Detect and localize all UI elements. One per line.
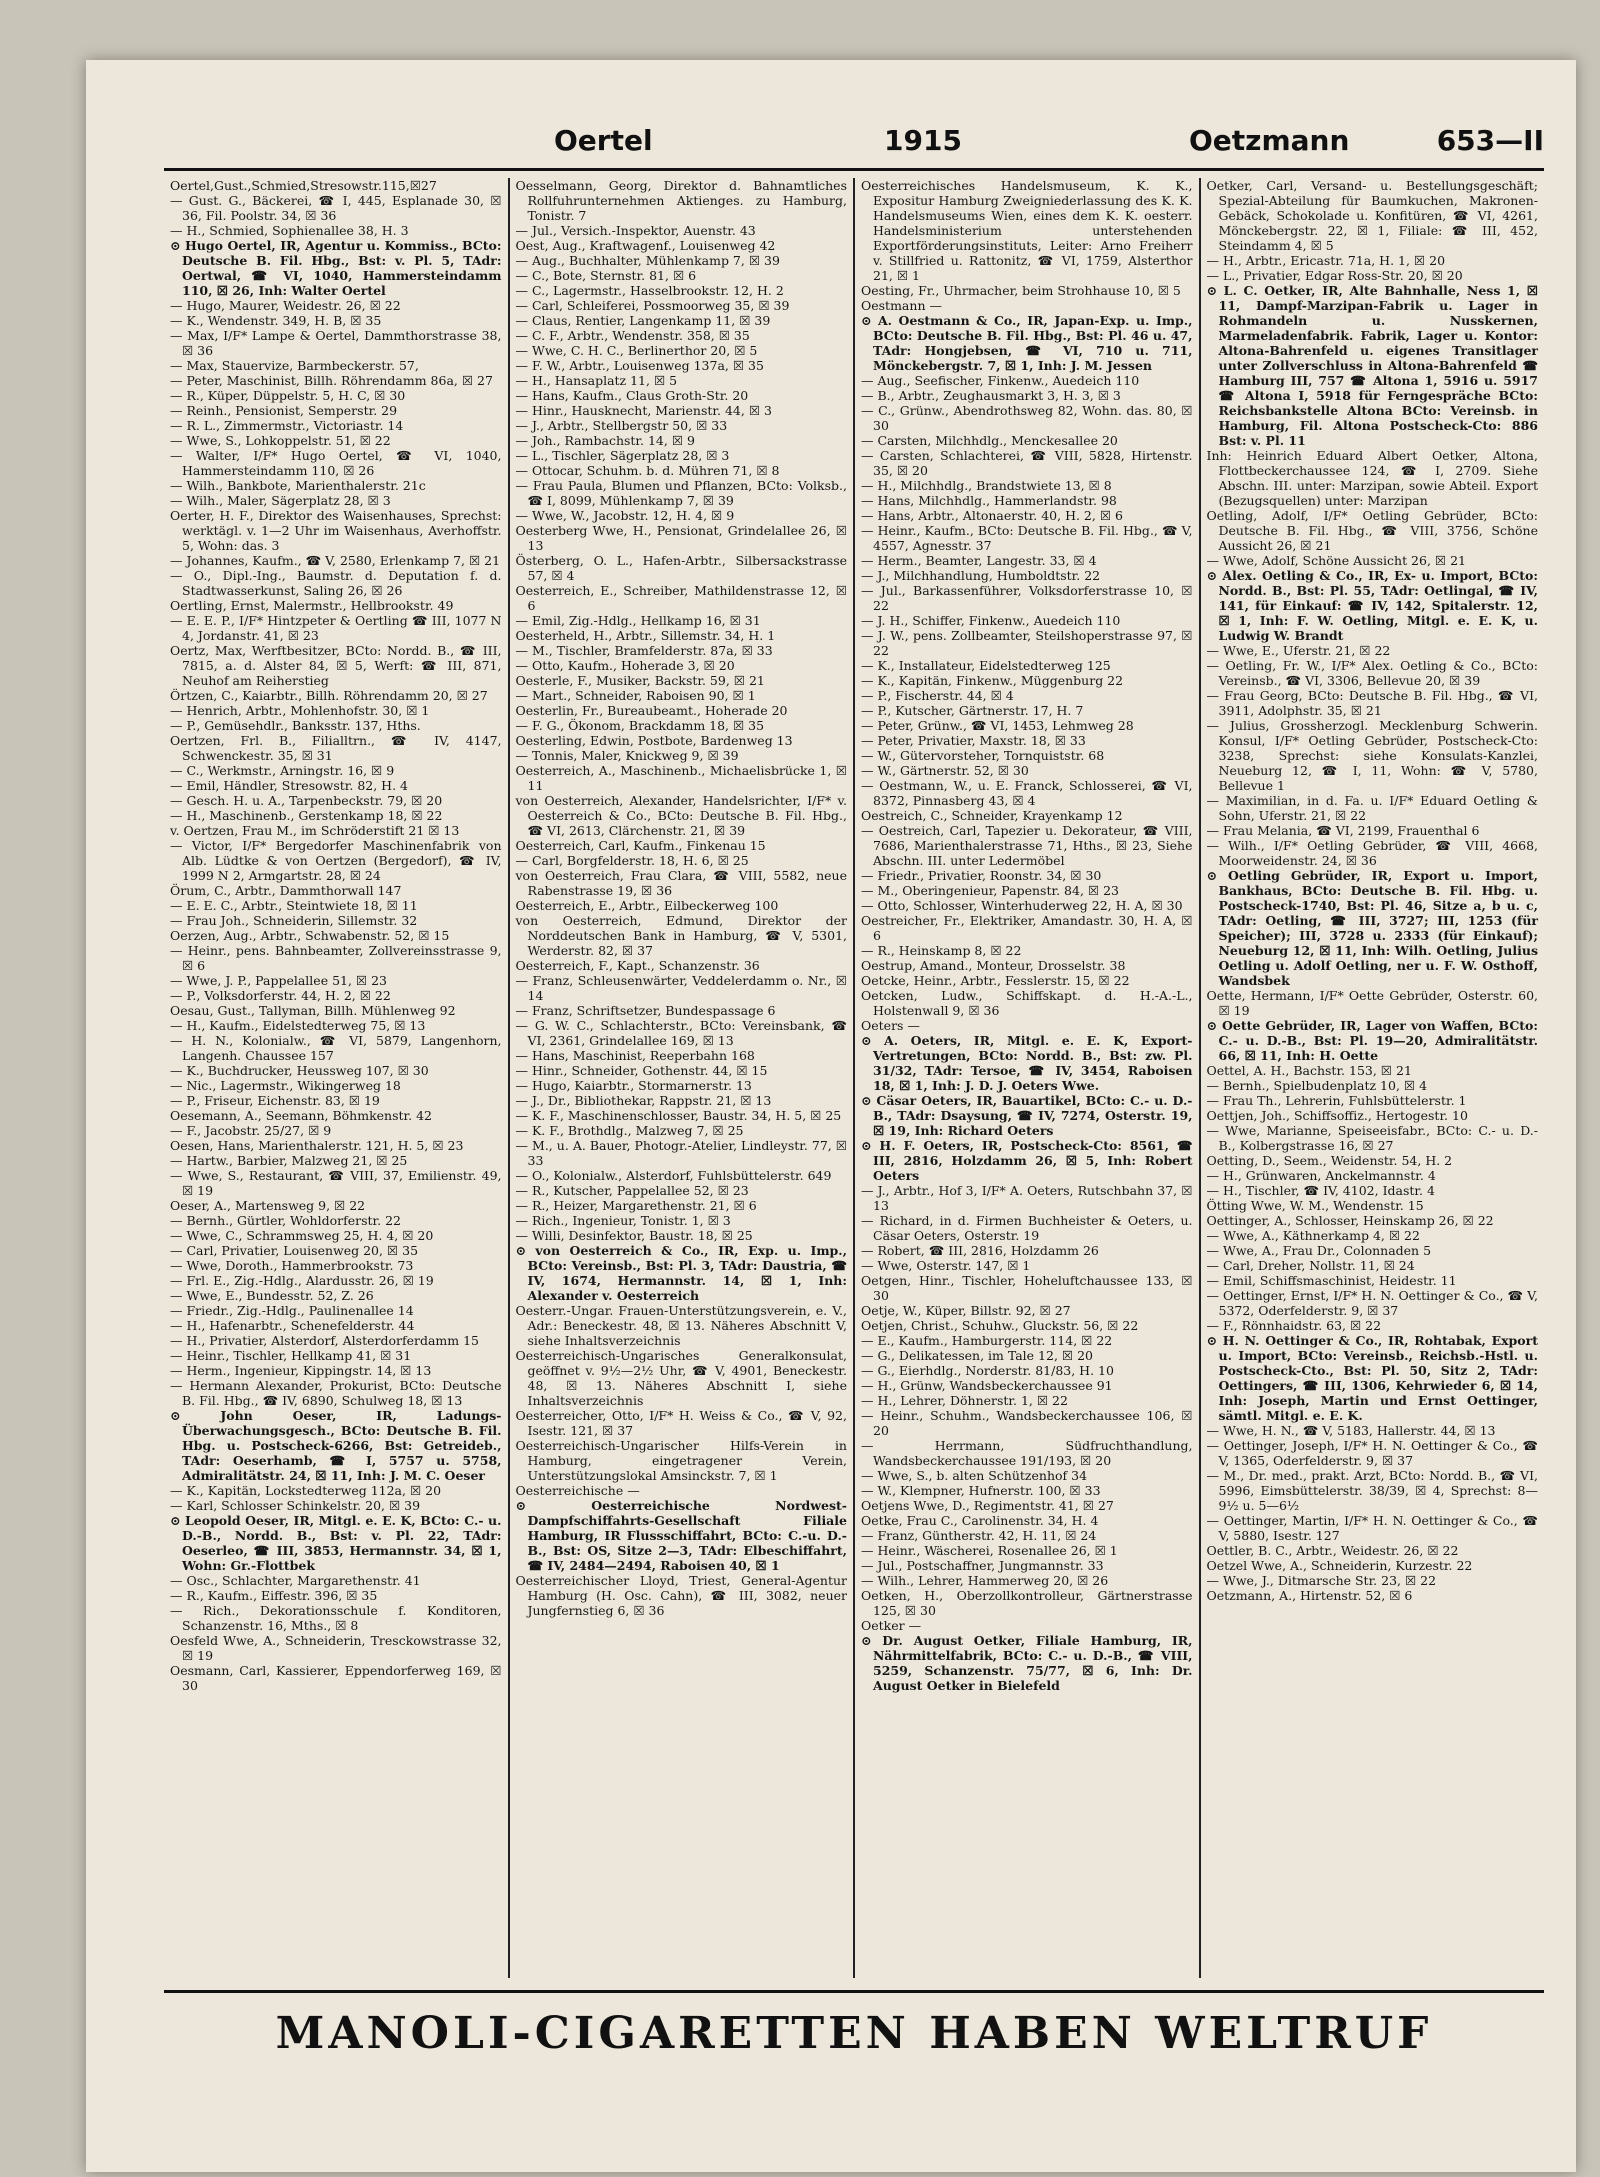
directory-entry: — Wilh., Bankbote, Marienthalerstr. 21c: [170, 478, 426, 493]
directory-entry: — Heinr., Schuhm., Wandsbeckerchaussee 106, ☒ 20: [861, 1408, 1193, 1438]
directory-entry: — Emil, Schiffsmaschinist, Heidestr. 11: [1206, 1273, 1457, 1288]
directory-entry: Oettel, A. H., Bachstr. 153, ☒ 21: [1206, 1063, 1412, 1078]
directory-entry: — E. E. P., I/F* Hintzpeter & Oertling ☎ III, 1077 N 4, Jordanstr. 41, ☒ 23: [170, 613, 502, 643]
column-3: [855, 178, 1201, 1978]
directory-entry: Oesterreichisch-Ungarischer Hilfs-Verein in Hamburg, eingetragener Verein, Unterstützungslokal Amsinckstr. 7, ☒ 1: [515, 1438, 847, 1483]
directory-entry: — Franz, Schleusenwärter, Veddelerdamm o. Nr., ☒ 14: [515, 973, 847, 1003]
directory-entry: — Peter, Privatier, Maxstr. 18, ☒ 33: [861, 733, 1086, 748]
directory-entry: Oestreicher, Fr., Elektriker, Amandastr. 30, H. A, ☒ 6: [861, 913, 1193, 943]
directory-entry: Oesmann, Carl, Kassierer, Eppendorferweg 169, ☒ 30: [170, 1663, 502, 1693]
directory-entry: — G. W. C., Schlachterstr., BCto: Vereinsbank, ☎ VI, 2361, Grindelallee 169, ☒ 13: [515, 1018, 847, 1048]
directory-entry: Oestmann —: [861, 298, 942, 313]
directory-entry: — K. F., Maschinenschlosser, Baustr. 34, H. 5, ☒ 25: [515, 1108, 842, 1123]
directory-entry: — Johannes, Kaufm., ☎ V, 2580, Erlenkamp 7, ☒ 21: [170, 553, 501, 568]
directory-entry: — Carl, Borgfelderstr. 18, H. 6, ☒ 25: [515, 853, 749, 868]
directory-entry: Oetje, W., Küper, Billstr. 92, ☒ 27: [861, 1303, 1071, 1318]
directory-entry: — Wwe, J., Ditmarsche Str. 23, ☒ 22: [1206, 1573, 1437, 1588]
directory-entry: ⊙ Hugo Oertel, IR, Agentur u. Kommiss., BCto: Deutsche B. Fil. Hbg., Bst: v. Pl. 5, TAdr: Oertwal, ☎ VI, 1040, Hammersteindamm 110, ☒ 26, Inh: Walter Oertel: [170, 238, 502, 298]
directory-entry: Oesterreich, Carl, Kaufm., Finkenau 15: [515, 838, 766, 853]
directory-entry: — Henrich, Arbtr., Mohlenhofstr. 30, ☒ 1: [170, 703, 430, 718]
directory-entry: — Oestmann, W., u. E. Franck, Schlosserei, ☎ VI, 8372, Pinnasberg 43, ☒ 4: [861, 778, 1193, 808]
directory-entry: — Maximilian, in d. Fa. u. I/F* Eduard Oetling & Sohn, Uferstr. 21, ☒ 22: [1206, 793, 1538, 823]
directory-entry: — Gust. G., Bäckerei, ☎ I, 445, Esplanade 30, ☒ 36, Fil. Poolstr. 34, ☒ 36: [170, 193, 502, 223]
directory-entry: von Oesterreich, Edmund, Direktor der Norddeutschen Bank in Hamburg, ☎ V, 5301, Werderstr. 82, ☒ 37: [515, 913, 847, 958]
directory-entry: Oesterreichisches Handelsmuseum, K. K., Expositur Hamburg Zweigniederlassung des K. K. Handelsmuseums Wien, eines dem K. K. oesterr. Handelsministerium unterstehenden Exportförderungsinstituts, Leiter: Arno Freiherr v. Stillfried u. Rattonitz, ☎ VI, 1759, Alsterthor 21, ☒ 1: [861, 178, 1193, 283]
directory-entry: — P., Gemüsehdlr., Banksstr. 137, Hths.: [170, 718, 421, 733]
directory-entry: — Frau Th., Lehrerin, Fuhlsbüttelerstr. 1: [1206, 1093, 1467, 1108]
directory-entry: — Oettinger, Joseph, I/F* H. N. Oettinger & Co., ☎ V, 1365, Oderfelderstr. 9, ☒ 37: [1206, 1438, 1538, 1468]
directory-entry: — Hans, Kaufm., Claus Groth-Str. 20: [515, 388, 749, 403]
directory-entry: Oertz, Max, Werftbesitzer, BCto: Nordd. B., ☎ III, 7815, a. d. Alster 84, ☒ 5, Werft: ☎ III, 871, Neuhof am Reiherstieg: [170, 643, 502, 688]
directory-entry: — Wwe, S., b. alten Schützenhof 34: [861, 1468, 1088, 1483]
directory-entry: Oetzel Wwe, A., Schneiderin, Kurzestr. 22: [1206, 1558, 1473, 1573]
directory-entry: — C., Bote, Sternstr. 81, ☒ 6: [515, 268, 697, 283]
column-4: [1201, 178, 1545, 1978]
directory-entry: Oesterreich, E., Schreiber, Mathildenstrasse 12, ☒ 6: [515, 583, 847, 613]
directory-entry: — Oettinger, Ernst, I/F* H. N. Oettinger & Co., ☎ V, 5372, Oderfelderstr. 9, ☒ 37: [1206, 1288, 1538, 1318]
directory-entry: — Hans, Maschinist, Reeperbahn 168: [515, 1048, 755, 1063]
directory-entry: — Wwe, C. H. C., Berlinerthor 20, ☒ 5: [515, 343, 758, 358]
directory-entry: — H., Schmied, Sophienallee 38, H. 3: [170, 223, 409, 238]
directory-entry: — R., Heizer, Margarethenstr. 21, ☒ 6: [515, 1198, 757, 1213]
directory-entry: Örtzen, C., Kaiarbtr., Billh. Röhrendamm 20, ☒ 27: [170, 688, 488, 703]
directory-entry: Oesting, Fr., Uhrmacher, beim Strohhause 10, ☒ 5: [861, 283, 1181, 298]
directory-entry: Oetcke, Heinr., Arbtr., Fesslerstr. 15, ☒ 22: [861, 973, 1130, 988]
directory-entry: ⊙ Dr. August Oetker, Filiale Hamburg, IR, Nährmittelfabrik, BCto: C.- u. D.-B., ☎ VIII, 5259, Schanzenstr. 75/77, ☒ 6, Inh: Dr. August Oetker in Bielefeld: [861, 1633, 1193, 1693]
directory-entry: — Rich., Dekorationsschule f. Konditoren, Schanzenstr. 16, Mths., ☒ 8: [170, 1603, 502, 1633]
directory-entry: — H. N., Kolonialw., ☎ VI, 5879, Langenhorn, Langenh. Chaussee 157: [170, 1033, 502, 1063]
directory-entry: — Frau Paula, Blumen und Pflanzen, BCto: Volksb., ☎ I, 8099, Mühlenkamp 7, ☒ 39: [515, 478, 847, 508]
directory-entry: — C., Grünw., Abendrothsweg 82, Wohn. das. 80, ☒ 30: [861, 403, 1193, 433]
directory-entry: Oesterling, Edwin, Postbote, Bardenweg 13: [515, 733, 793, 748]
directory-entry: — L., Tischler, Sägerplatz 28, ☒ 3: [515, 448, 730, 463]
directory-entry: Oesfeld Wwe, A., Schneiderin, Tresckowstrasse 32, ☒ 19: [170, 1633, 502, 1663]
directory-entry: — Jul., Versich.-Inspektor, Auenstr. 43: [515, 223, 756, 238]
directory-entry: — K., Kapitän, Lockstedterweg 112a, ☒ 20: [170, 1483, 442, 1498]
directory-entry: Oettler, B. C., Arbtr., Weidestr. 26, ☒ 22: [1206, 1543, 1459, 1558]
directory-entry: ⊙ A. Oestmann & Co., IR, Japan-Exp. u. Imp., BCto: Deutsche B. Fil. Hbg., Bst: Pl. 46 u. 47, TAdr: Hongjebsen, ☎ VI, 710 u. 711, Mönckebergstr. 7, ☒ 1, Inh: J. M. Jessen: [861, 313, 1193, 373]
directory-entry: Ötting Wwe, W. M., Wendenstr. 15: [1206, 1198, 1424, 1213]
directory-entry: — Karl, Schlosser Schinkelstr. 20, ☒ 39: [170, 1498, 421, 1513]
directory-entry: Oestreich, C., Schneider, Krayenkamp 12: [861, 808, 1123, 823]
directory-entry: — H., Hafenarbtr., Schenefelderstr. 44: [170, 1318, 415, 1333]
directory-entry: ⊙ H. N. Oettinger & Co., IR, Rohtabak, Export u. Import, BCto: Vereinsb., Reichsb.-Hstl. u. Postscheck-Cto., Bst: Pl. 50, Sitz 2, TAdr: Oettingers, ☎ III, 1306, Kehrwieder 6, ☒ 14, Inh: Joseph, Martin und Ernst Oettinger, sämtl. Mitgl. e. E. K.: [1206, 1333, 1538, 1423]
directory-entry: Oesen, Hans, Marienthalerstr. 121, H. 5, ☒ 23: [170, 1138, 464, 1153]
directory-entry: — M., Tischler, Bramfelderstr. 87a, ☒ 33: [515, 643, 773, 658]
footer-rule: [164, 1990, 1544, 1993]
directory-entry: — H., Hansaplatz 11, ☒ 5: [515, 373, 678, 388]
directory-entry: — K. F., Brothdlg., Malzweg 7, ☒ 25: [515, 1123, 744, 1138]
directory-entry: Oeser, A., Martensweg 9, ☒ 22: [170, 1198, 366, 1213]
directory-entry: — Wwe, S., Lohkoppelstr. 51, ☒ 22: [170, 433, 391, 448]
directory-entry: — Bernh., Spielbudenplatz 10, ☒ 4: [1206, 1078, 1428, 1093]
directory-entry: — M., u. A. Bauer, Photogr.-Atelier, Lindleystr. 77, ☒ 33: [515, 1138, 847, 1168]
directory-entry: — J., Milchhandlung, Humboldtstr. 22: [861, 568, 1101, 583]
directory-entry: — Oestreich, Carl, Tapezier u. Dekorateur, ☎ VIII, 7686, Marienthalerstrasse 71, Hths., ☒ 23, Siehe Abschn. III. unter Ledermöbel: [861, 823, 1193, 868]
directory-entry: — Hinr., Schneider, Gothenstr. 44, ☒ 15: [515, 1063, 768, 1078]
header-last-name: Oetzmann: [1189, 124, 1350, 157]
directory-entry: — R., Küper, Düppelstr. 5, H. C, ☒ 30: [170, 388, 406, 403]
directory-entry: Oesterreich, F., Kapt., Schanzenstr. 36: [515, 958, 760, 973]
directory-entry: — Frau Joh., Schneiderin, Sillemstr. 32: [170, 913, 418, 928]
directory-entry: — Franz, Güntherstr. 42, H. 11, ☒ 24: [861, 1528, 1097, 1543]
directory-entry: Oette, Hermann, I/F* Oette Gebrüder, Osterstr. 60, ☒ 19: [1206, 988, 1538, 1018]
directory-entry: Oetker —: [861, 1618, 922, 1633]
directory-entry: — H., Maschinenb., Gerstenkamp 18, ☒ 22: [170, 808, 443, 823]
directory-entry: — Carsten, Milchhdlg., Menckesallee 20: [861, 433, 1118, 448]
directory-entry: ⊙ L. C. Oetker, IR, Alte Bahnhalle, Ness 1, ☒ 11, Dampf-Marzipan-Fabrik u. Lager in Rohmandeln u. Nusskernen, Marmeladenfabrik. Fabrik, Lager u. Kontor: Altona-Bahrenfeld u. eigenes Transitlager unter Zollverschluss in Altona-Bahrenfeld ☎ Hamburg III, 757 ☎ Altona 1, 5916 u. 5917 ☎ Altona I, 5918 für Ferngespräche BCto: Reichsbankstelle Altona BCto: Vereinsb. in Hamburg, Fil. Altona Postscheck-Cto: 886 Bst: v. Pl. 11: [1206, 283, 1538, 448]
directory-entry: ⊙ Oetling Gebrüder, IR, Export u. Import, Bankhaus, BCto: Deutsche B. Fil. Hbg. u. Postscheck-1740, Bst: Pl. 46, Sitze a, b u. c, TAdr: Oetling, ☎ III, 3727; III, 1253 (für Speicher); III, 3728 u. 2333 (für Einkauf); Neueburg 12, ☒ 11, Inh: Wilh. Oetling, Julius Oetling u. Adolf Oetling, ner u. F. W. Osthoff, Wandsbek: [1206, 868, 1538, 988]
directory-entry: — Frau Georg, BCto: Deutsche B. Fil. Hbg., ☎ VI, 3911, Adolphstr. 35, ☒ 21: [1206, 688, 1538, 718]
directory-entry: Oesselmann, Georg, Direktor d. Bahnamtliches Rollfuhrunternehmen Aktienges. zu Hamburg, Tonistr. 7: [515, 178, 847, 223]
directory-entry: — Heinr., pens. Bahnbeamter, Zollvereinsstrasse 9, ☒ 6: [170, 943, 502, 973]
directory-entry: — Herm., Ingenieur, Kippingstr. 14, ☒ 13: [170, 1363, 432, 1378]
directory-entry: von Oesterreich, Alexander, Handelsrichter, I/F* v. Oesterreich & Co., BCto: Deutsche B. Fil. Hbg., ☎ VI, 2613, Clärchenstr. 21, ☒ 39: [515, 793, 847, 838]
directory-entry: — Wwe, Marianne, Speiseeisfabr., BCto: C.- u. D.-B., Kolbergstrasse 16, ☒ 27: [1206, 1123, 1538, 1153]
directory-entry: — Herm., Beamter, Langestr. 33, ☒ 4: [861, 553, 1097, 568]
directory-entry: — Friedr., Privatier, Roonstr. 34, ☒ 30: [861, 868, 1102, 883]
header-first-name: Oertel: [554, 124, 653, 157]
directory-entry: — Victor, I/F* Bergedorfer Maschinenfabrik von Alb. Lüdtke & von Oertzen (Bergedorf), ☎ IV, 1999 N 2, Armgartstr. 28, ☒ 24: [170, 838, 502, 883]
directory-entry: — Nic., Lagermstr., Wikingerweg 18: [170, 1078, 401, 1093]
directory-entry: Oesterreichische —: [515, 1483, 640, 1498]
directory-entry: — F., Rönnhaidstr. 63, ☒ 22: [1206, 1318, 1382, 1333]
directory-entry: — Aug., Seefischer, Finkenw., Auedeich 110: [861, 373, 1140, 388]
directory-entry: — H., Grünwaren, Anckelmannstr. 4: [1206, 1168, 1436, 1183]
directory-entry: — Osc., Schlachter, Margarethenstr. 41: [170, 1573, 421, 1588]
directory-entry: — M., Oberingenieur, Papenstr. 84, ☒ 23: [861, 883, 1119, 898]
directory-entry: Oesterheld, H., Arbtr., Sillemstr. 34, H. 1: [515, 628, 776, 643]
directory-entry: Oesemann, A., Seemann, Böhmkenstr. 42: [170, 1108, 432, 1123]
directory-entry: Oestrup, Amand., Monteur, Drosselstr. 38: [861, 958, 1126, 973]
directory-entry: — F. G., Ökonom, Brackdamm 18, ☒ 35: [515, 718, 765, 733]
directory-entry: — Carl, Privatier, Louisenweg 20, ☒ 35: [170, 1243, 419, 1258]
directory-entry: — Peter, Maschinist, Billh. Röhrendamm 86a, ☒ 27: [170, 373, 493, 388]
directory-entry: Österberg, O. L., Hafen-Arbtr., Silbersackstrasse 57, ☒ 4: [515, 553, 847, 583]
directory-entry: Oesterreich, E., Arbtr., Eilbeckerweg 100: [515, 898, 779, 913]
directory-entry: — Wwe, W., Jacobstr. 12, H. 4, ☒ 9: [515, 508, 735, 523]
directory-entry: — C. F., Arbtr., Wendenstr. 358, ☒ 35: [515, 328, 750, 343]
header-year: 1915: [884, 124, 962, 157]
directory-entry: — P., Fischerstr. 44, ☒ 4: [861, 688, 1014, 703]
directory-entry: Oest, Aug., Kraftwagenf., Louisenweg 42: [515, 238, 776, 253]
directory-entry: ⊙ von Oesterreich & Co., IR, Exp. u. Imp., BCto: Vereinsb., Bst: Pl. 3, TAdr: Daustria, ☎ IV, 1674, Hermannstr. 14, ☒ 1, Inh: Alexander v. Oesterreich: [515, 1243, 847, 1303]
directory-entry: — F., Jacobstr. 25/27, ☒ 9: [170, 1123, 332, 1138]
directory-entry: — R., Kutscher, Pappelallee 52, ☒ 23: [515, 1183, 749, 1198]
directory-entry: Inh: Heinrich Eduard Albert Oetker, Altona, Flottbeckerchaussee 124, ☎ I, 2709. Siehe Abschn. III. unter: Marzipan, sowie Abteil. Export (Bezugsquellen) unter: Marzipan: [1206, 448, 1538, 508]
directory-entry: — O., Dipl.-Ing., Baumstr. d. Deputation f. d. Stadtwasserkunst, Saling 26, ☒ 26: [170, 568, 502, 598]
directory-entry: — J. W., pens. Zollbeamter, Steilshoperstrasse 97, ☒ 22: [861, 628, 1193, 658]
directory-entry: Oesterreichisch-Ungarisches Generalkonsulat, geöffnet v. 9½—2½ Uhr, ☎ V, 4901, Beneckestr. 48, ☒ 13. Näheres Abschnitt I, siehe Inhaltsverzeichnis: [515, 1348, 847, 1408]
directory-entry: — J., Arbtr., Stellbergstr 50, ☒ 33: [515, 418, 728, 433]
directory-entry: — O., Kolonialw., Alsterdorf, Fuhlsbüttelerstr. 649: [515, 1168, 832, 1183]
directory-entry: ⊙ A. Oeters, IR, Mitgl. e. E. K, Export-Vertretungen, BCto: Nordd. B., Bst: zw. Pl. 31/32, TAdr: Tersoe, ☎ IV, 3454, Raboisen 18, ☒ 1, Inh: J. D. J. Oeters Wwe.: [861, 1033, 1193, 1093]
directory-entry: — Aug., Buchhalter, Mühlenkamp 7, ☒ 39: [515, 253, 780, 268]
directory-entry: Oetling, Adolf, I/F* Oetling Gebrüder, BCto: Deutsche B. Fil. Hbg., ☎ VIII, 3756, Schöne Aussicht 26, ☒ 21: [1206, 508, 1538, 553]
directory-entry: — Mart., Schneider, Raboisen 90, ☒ 1: [515, 688, 756, 703]
directory-entry: — K., Buchdrucker, Heussweg 107, ☒ 30: [170, 1063, 429, 1078]
page-number: 653—II: [1436, 124, 1544, 157]
directory-entry: Oesau, Gust., Tallyman, Billh. Mühlenweg 92: [170, 1003, 456, 1018]
directory-entry: — Carl, Dreher, Nollstr. 11, ☒ 24: [1206, 1258, 1415, 1273]
directory-entry: — E. E. C., Arbtr., Steintwiete 18, ☒ 11: [170, 898, 418, 913]
directory-entry: — C., Lagermstr., Hasselbrookstr. 12, H. 2: [515, 283, 784, 298]
directory-entry: — Ottocar, Schuhm. b. d. Mühren 71, ☒ 8: [515, 463, 780, 478]
directory-entry: — Herrmann, Südfruchthandlung, Wandsbeckerchaussee 191/193, ☒ 20: [861, 1438, 1193, 1468]
directory-entry: Oesterreich, A., Maschinenb., Michaelisbrücke 1, ☒ 11: [515, 763, 847, 793]
directory-entry: — Otto, Schlosser, Winterhuderweg 22, H. A, ☒ 30: [861, 898, 1183, 913]
directory-entry: — K., Kapitän, Finkenw., Müggenburg 22: [861, 673, 1124, 688]
directory-entry: — Hans, Milchhdlg., Hammerlandstr. 98: [861, 493, 1117, 508]
directory-entry: — W., Klempner, Hufnerstr. 100, ☒ 33: [861, 1483, 1101, 1498]
directory-entry: — Wwe, Osterstr. 147, ☒ 1: [861, 1258, 1031, 1273]
directory-entry: Oettjen, Joh., Schiffsoffiz., Hertogestr. 10: [1206, 1108, 1468, 1123]
directory-entry: — Wwe, Doroth., Hammerbrookstr. 73: [170, 1258, 414, 1273]
directory-entry: — Friedr., Zig.-Hdlg., Paulinenallee 14: [170, 1303, 414, 1318]
directory-entry: — Heinr., Tischler, Hellkamp 41, ☒ 31: [170, 1348, 412, 1363]
directory-entry: ⊙ Oette Gebrüder, IR, Lager von Waffen, BCto: C.- u. D.-B., Bst: Pl. 19—20, Admiralitätstr. 66, ☒ 11, Inh: H. Oette: [1206, 1018, 1538, 1063]
directory-entry: — W., Gütervorsteher, Tornquiststr. 68: [861, 748, 1105, 763]
directory-entry: — G., Delikatessen, im Tale 12, ☒ 20: [861, 1348, 1093, 1363]
directory-entry: — Wwe, C., Schrammsweg 25, H. 4, ☒ 20: [170, 1228, 434, 1243]
directory-entry: Oetken, H., Oberzollkontrolleur, Gärtnerstrasse 125, ☒ 30: [861, 1588, 1193, 1618]
directory-entry: — H., Lehrer, Döhnerstr. 1, ☒ 22: [861, 1393, 1068, 1408]
directory-entry: — H., Grünw, Wandsbeckerchaussee 91: [861, 1378, 1113, 1393]
directory-entry: — K., Installateur, Eidelstedterweg 125: [861, 658, 1111, 673]
directory-entry: Oesterr.-Ungar. Frauen-Unterstützungsverein, e. V., Adr.: Beneckestr. 48, ☒ 13. Näheres Abschnitt V, siehe Inhaltsverzeichnis: [515, 1303, 847, 1348]
directory-entry: — Richard, in d. Firmen Buchheister & Oeters, u. Cäsar Oeters, Osterstr. 19: [861, 1213, 1193, 1243]
directory-entry: — Heinr., Wäscherei, Rosenallee 26, ☒ 1: [861, 1543, 1118, 1558]
directory-entry: — H., Arbtr., Ericastr. 71a, H. 1, ☒ 20: [1206, 253, 1446, 268]
directory-entry: Oetjens Wwe, D., Regimentstr. 41, ☒ 27: [861, 1498, 1114, 1513]
directory-entry: Oesterlin, Fr., Bureaubeamt., Hoherade 20: [515, 703, 788, 718]
directory-entry: — Heinr., Kaufm., BCto: Deutsche B. Fil. Hbg., ☎ V, 4557, Agnesstr. 37: [861, 523, 1193, 553]
directory-entry: — R., Kaufm., Eiffestr. 396, ☒ 35: [170, 1588, 378, 1603]
directory-entry: — Robert, ☎ III, 2816, Holzdamm 26: [861, 1243, 1099, 1258]
directory-entry: — Willi, Desinfektor, Baustr. 18, ☒ 25: [515, 1228, 753, 1243]
directory-entry: — Frau Melania, ☎ VI, 2199, Frauenthal 6: [1206, 823, 1480, 838]
directory-entry: — Gesch. H. u. A., Tarpenbeckstr. 79, ☒ 20: [170, 793, 443, 808]
directory-entry: Oesterreichischer Lloyd, Triest, General-Agentur Hamburg (H. Osc. Cahn), ☎ III, 3082, neuer Jungfernstieg 6, ☒ 36: [515, 1573, 847, 1618]
directory-entry: — R. L., Zimmermstr., Victoriastr. 14: [170, 418, 404, 433]
advertisement-banner: MANOLI-CIGARETTEN HABEN WELTRUF: [275, 2008, 1433, 2059]
directory-entry: — Walter, I/F* Hugo Oertel, ☎ VI, 1040, Hammersteindamm 110, ☒ 26: [170, 448, 502, 478]
directory-entry: ⊙ John Oeser, IR, Ladungs-Überwachungsgesch., BCto: Deutsche B. Fil. Hbg. u. Postscheck-6266, Bst: Getreideb., TAdr: Oeserhamb, ☎ I, 5757 u. 5758, Admiralitätstr. 24, ☒ 11, Inh: J. M. C. Oeser: [170, 1408, 502, 1483]
directory-entry: Oetgen, Hinr., Tischler, Hoheluftchaussee 133, ☒ 30: [861, 1273, 1193, 1303]
header-rule: [164, 168, 1544, 171]
directory-entry: Oerter, H. F., Direktor des Waisenhauses, Sprechst: werktägl. v. 1—2 Uhr im Waisenhaus, Averhoffstr. 5, Wohn: das. 3: [170, 508, 502, 553]
directory-entry: — Jul., Postschaffner, Jungmannstr. 33: [861, 1558, 1104, 1573]
directory-entry: — Reinh., Pensionist, Semperstr. 29: [170, 403, 398, 418]
directory-entry: — Wwe, A., Frau Dr., Colonnaden 5: [1206, 1243, 1432, 1258]
directory-entry: — Wwe, E., Bundesstr. 52, Z. 26: [170, 1288, 374, 1303]
directory-entry: Oetzmann, A., Hirtenstr. 52, ☒ 6: [1206, 1588, 1413, 1603]
directory-entry: — Hermann Alexander, Prokurist, BCto: Deutsche B. Fil. Hbg., ☎ IV, 6890, Schulweg 18, ☒ 13: [170, 1378, 502, 1408]
directory-entry: — Wwe, Adolf, Schöne Aussicht 26, ☒ 21: [1206, 553, 1466, 568]
directory-entry: — Hugo, Kaiarbtr., Stormarnerstr. 13: [515, 1078, 752, 1093]
directory-entry: — Max, Stauervize, Barmbeckerstr. 57,: [170, 358, 419, 373]
directory-entry: — Hans, Arbtr., Altonaerstr. 40, H. 2, ☒ 6: [861, 508, 1123, 523]
directory-entry: — Rich., Ingenieur, Tonistr. 1, ☒ 3: [515, 1213, 731, 1228]
directory-entry: — Wilh., Maler, Sägerplatz 28, ☒ 3: [170, 493, 391, 508]
directory-entry: — Wwe, A., Käthnerkamp 4, ☒ 22: [1206, 1228, 1420, 1243]
directory-entry: — Bernh., Gürtler, Wohldorferstr. 22: [170, 1213, 401, 1228]
directory-entry: — Oetling, Fr. W., I/F* Alex. Oetling & Co., BCto: Vereinsb., ☎ VI, 3306, Bellevue 20, ☒ 39: [1206, 658, 1538, 688]
directory-entry: ⊙ Leopold Oeser, IR, Mitgl. e. E. K, BCto: C.- u. D.-B., Nordd. B., Bst: v. Pl. 22, TAdr: Oeserleo, ☎ III, 3853, Hermannstr. 34, ☒ 1, Wohn: Gr.-Flottbek: [170, 1513, 502, 1573]
directory-entry: — Jul., Barkassenführer, Volksdorferstrasse 10, ☒ 22: [861, 583, 1193, 613]
column-1: [164, 178, 510, 1978]
directory-entry: Oetker, Carl, Versand- u. Bestellungsgeschäft; Spezial-Abteilung für Baumkuchen, Makronen-Gebäck, Schokolade u. Konfitüren, ☎ VI, 4261, Mönckebergstr. 22, ☒ 1, Filiale: ☎ III, 452, Steindamm 4, ☒ 5: [1206, 178, 1538, 253]
directory-entry: ⊙ Oesterreichische Nordwest-Dampfschiffahrts-Gesellschaft Filiale Hamburg, IR Flussschiffahrt, BCto: C.-u. D.-B., Bst: OS, Sitze 2—3, TAdr: Elbeschiffahrt, ☎ IV, 2484—2494, Raboisen 40, ☒ 1: [515, 1498, 847, 1573]
directory-entry: Oertling, Ernst, Malermstr., Hellbrookstr. 49: [170, 598, 454, 613]
directory-entry: — Hugo, Maurer, Weidestr. 26, ☒ 22: [170, 298, 401, 313]
directory-entry: — Claus, Rentier, Langenkamp 11, ☒ 39: [515, 313, 771, 328]
directory-entry: — Tonnis, Maler, Knickweg 9, ☒ 39: [515, 748, 739, 763]
directory-entry: — Frl. E., Zig.-Hdlg., Alardusstr. 26, ☒ 19: [170, 1273, 434, 1288]
directory-entry: — P., Kutscher, Gärtnerstr. 17, H. 7: [861, 703, 1084, 718]
directory-entry: — H., Kaufm., Eidelstedterweg 75, ☒ 13: [170, 1018, 426, 1033]
directory-entry: Oetcken, Ludw., Schiffskapt. d. H.-A.-L., Holstenwall 9, ☒ 36: [861, 988, 1193, 1018]
directory-entry: — Hinr., Hausknecht, Marienstr. 44, ☒ 3: [515, 403, 772, 418]
directory-entry: — Franz, Schriftsetzer, Bundespassage 6: [515, 1003, 776, 1018]
directory-entry: — Emil, Händler, Stresowstr. 82, H. 4: [170, 778, 408, 793]
directory-entry: — J., Dr., Bibliothekar, Rappstr. 21, ☒ 13: [515, 1093, 772, 1108]
directory-entry: v. Oertzen, Frau M., im Schröderstift 21 ☒ 13: [170, 823, 460, 838]
page-header: [164, 124, 1544, 164]
directory-entry: ⊙ Cäsar Oeters, IR, Bauartikel, BCto: C.- u. D.-B., TAdr: Dsaysung, ☎ IV, 7274, Osterstr. 19, ☒ 19, Inh: Richard Oeters: [861, 1093, 1193, 1138]
directory-entry: — Otto, Kaufm., Hoherade 3, ☒ 20: [515, 658, 735, 673]
directory-entry: — C., Werkmstr., Arningstr. 16, ☒ 9: [170, 763, 395, 778]
directory-entry: — B., Arbtr., Zeughausmarkt 3, H. 3, ☒ 3: [861, 388, 1121, 403]
directory-entry: — Julius, Grossherzogl. Mecklenburg Schwerin. Konsul, I/F* Oetling Gebrüder, Postscheck-Cto: 3238, Sprechst: siehe Konsulats-Kanzlei, Neueburg 12, ☎ I, 11, Wohn: ☎ V, 5780, Bellevue 1: [1206, 718, 1538, 793]
directory-entry: — Wilh., I/F* Oetling Gebrüder, ☎ VIII, 4668, Moorweidenstr. 24, ☒ 36: [1206, 838, 1538, 868]
directory-entry: Oetting, D., Seem., Weidenstr. 54, H. 2: [1206, 1153, 1453, 1168]
directory-entry: — Carsten, Schlachterei, ☎ VIII, 5828, Hirtenstr. 35, ☒ 20: [861, 448, 1193, 478]
directory-entry: — Wwe, J. P., Pappelallee 51, ☒ 23: [170, 973, 388, 988]
directory-columns: [164, 178, 1544, 1978]
directory-entry: — Wwe, S., Restaurant, ☎ VIII, 37, Emilienstr. 49, ☒ 19: [170, 1168, 502, 1198]
directory-entry: ⊙ H. F. Oeters, IR, Postscheck-Cto: 8561, ☎ III, 2816, Holzdamm 26, ☒ 5, Inh: Robert Oeters: [861, 1138, 1193, 1183]
column-2: [510, 178, 856, 1978]
directory-entry: — Wwe, E., Uferstr. 21, ☒ 22: [1206, 643, 1391, 658]
directory-entry: Örum, C., Arbtr., Dammthorwall 147: [170, 883, 402, 898]
directory-entry: Oeters —: [861, 1018, 920, 1033]
directory-entry: — J., Arbtr., Hof 3, I/F* A. Oeters, Rutschbahn 37, ☒ 13: [861, 1183, 1193, 1213]
directory-entry: ⊙ Alex. Oetling & Co., IR, Ex- u. Import, BCto: Nordd. B., Bst: Pl. 55, TAdr: Oetlingal, ☎ IV, 141, für Einkauf: ☎ IV, 142, Spitalerstr. 12, ☒ 1, Inh: F. W. Oetling, Mitgl. e. E. K, u. Ludwig W. Brandt: [1206, 568, 1538, 643]
directory-entry: — Carl, Schleiferei, Possmoorweg 35, ☒ 39: [515, 298, 790, 313]
directory-entry: — Peter, Grünw., ☎ VI, 1453, Lehmweg 28: [861, 718, 1134, 733]
directory-entry: — Wwe, H. N., ☎ V, 5183, Hallerstr. 44, ☒ 13: [1206, 1423, 1496, 1438]
directory-entry: — H., Tischler, ☎ IV, 4102, Idastr. 4: [1206, 1183, 1435, 1198]
directory-entry: — K., Wendenstr. 349, H. B, ☒ 35: [170, 313, 382, 328]
directory-entry: — P., Friseur, Eichenstr. 83, ☒ 19: [170, 1093, 380, 1108]
directory-entry: — J. H., Schiffer, Finkenw., Auedeich 110: [861, 613, 1121, 628]
directory-entry: — Emil, Zig.-Hdlg., Hellkamp 16, ☒ 31: [515, 613, 761, 628]
directory-entry: — Hartw., Barbier, Malzweg 21, ☒ 25: [170, 1153, 408, 1168]
directory-entry: — R., Heinskamp 8, ☒ 22: [861, 943, 1022, 958]
directory-entry: — M., Dr. med., prakt. Arzt, BCto: Nordd. B., ☎ VI, 5996, Eimsbüttelerstr. 38/39, ☒ 4, Sprechst: 8—9½ u. 5—6½: [1206, 1468, 1538, 1513]
directory-entry: Oerzen, Aug., Arbtr., Schwabenstr. 52, ☒ 15: [170, 928, 450, 943]
directory-page: [86, 60, 1576, 2172]
directory-entry: Oettinger, A., Schlosser, Heinskamp 26, ☒ 22: [1206, 1213, 1494, 1228]
directory-entry: Oertel,Gust.,Schmied,Stresowstr.115,☒27: [170, 178, 437, 193]
directory-entry: — Oettinger, Martin, I/F* H. N. Oettinger & Co., ☎ V, 5880, Isestr. 127: [1206, 1513, 1538, 1543]
directory-entry: — Joh., Rambachstr. 14, ☒ 9: [515, 433, 695, 448]
directory-entry: Oesterreicher, Otto, I/F* H. Weiss & Co., ☎ V, 92, Isestr. 121, ☒ 37: [515, 1408, 847, 1438]
directory-entry: — L., Privatier, Edgar Ross-Str. 20, ☒ 20: [1206, 268, 1463, 283]
directory-entry: Oesterberg Wwe, H., Pensionat, Grindelallee 26, ☒ 13: [515, 523, 847, 553]
directory-entry: — W., Gärtnerstr. 52, ☒ 30: [861, 763, 1029, 778]
directory-entry: von Oesterreich, Frau Clara, ☎ VIII, 5582, neue Rabenstrasse 19, ☒ 36: [515, 868, 847, 898]
directory-entry: — Wilh., Lehrer, Hammerweg 20, ☒ 26: [861, 1573, 1109, 1588]
directory-entry: Oesterle, F., Musiker, Backstr. 59, ☒ 21: [515, 673, 765, 688]
directory-entry: Oetke, Frau C., Carolinenstr. 34, H. 4: [861, 1513, 1099, 1528]
directory-entry: — Max, I/F* Lampe & Oertel, Dammthorstrasse 38, ☒ 36: [170, 328, 502, 358]
directory-entry: Oetjen, Christ., Schuhw., Gluckstr. 56, ☒ 22: [861, 1318, 1139, 1333]
directory-entry: — E., Kaufm., Hamburgerstr. 114, ☒ 22: [861, 1333, 1113, 1348]
directory-entry: — H., Milchhdlg., Brandstwiete 13, ☒ 8: [861, 478, 1112, 493]
directory-entry: — H., Privatier, Alsterdorf, Alsterdorferdamm 15: [170, 1333, 480, 1348]
directory-entry: — G., Eierhdlg., Norderstr. 81/83, H. 10: [861, 1363, 1114, 1378]
directory-entry: — P., Volksdorferstr. 44, H. 2, ☒ 22: [170, 988, 391, 1003]
directory-entry: — F. W., Arbtr., Louisenweg 137a, ☒ 35: [515, 358, 764, 373]
directory-entry: Oertzen, Frl. B., Filialltrn., ☎ IV, 4147, Schwenckestr. 35, ☒ 31: [170, 733, 502, 763]
